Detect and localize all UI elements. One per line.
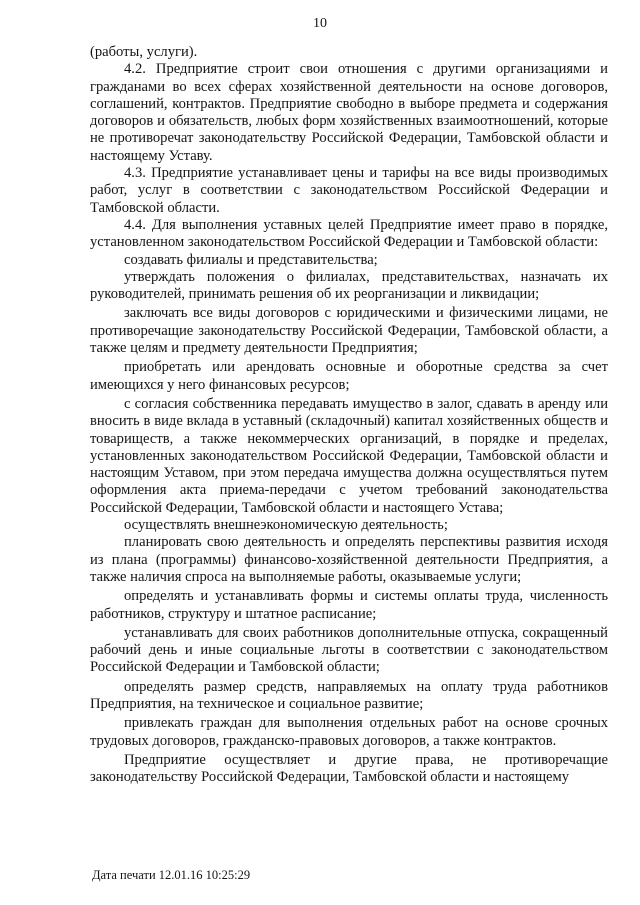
list-item: определять размер средств, направляемых на оплату труда работников Предприятия, на техническое и социальное развитие; [90, 678, 608, 712]
list-item: утверждать положения о филиалах, представительствах, назначать их руководителей, принимать решения об их реорганизации и ликвидации; [90, 268, 608, 303]
list-item: определять и устанавливать формы и системы оплаты труда, численность работников, структуру и штатное расписание; [90, 588, 608, 622]
paragraph-other-rights: Предприятие осуществляет и другие права, не противоречащие законодательству Российской Федерации, Тамбовской области и настоящему [90, 751, 608, 786]
list-item: заключать все виды договоров с юридическими и физическими лицами, не противоречащие законодательству Российской Федерации, Тамбовской области, а также целям и предмету деятельности Предприятия; [90, 305, 608, 357]
print-date: Дата печати 12.01.16 10:25:29 [92, 868, 251, 882]
paragraph-4-4: 4.4. Для выполнения уставных целей Предприятие имеет право в порядке, установленном законодательством Российской Федерации и Тамбовской области: [90, 216, 608, 251]
paragraph-continuation: (работы, услуги). [90, 44, 198, 60]
document-body [90, 44, 608, 786]
list-item: создавать филиалы и представительства; [124, 251, 378, 268]
list-item: приобретать или арендовать основные и оборотные средства за счет имеющихся у него финансовых ресурсов; [90, 359, 608, 393]
list-item: планировать свою деятельность и определять перспективы развития исходя из плана (программы) финансово-хозяйственной деятельности Предприятия, а также наличия спроса на выполняемые работы, оказываемые услуги; [90, 534, 608, 585]
list-item: устанавливать для своих работников дополнительные отпуска, сокращенный рабочий день и иные социальные льготы в соответствии с законодательством Российской Федерации и Тамбовской области; [90, 624, 608, 676]
page-number: 10 [313, 16, 327, 31]
paragraph-4-3: 4.3. Предприятие устанавливает цены и тарифы на все виды производимых работ, услуг в соответствии с законодательством Российской Федерации и Тамбовской области. [90, 165, 608, 216]
list-item: привлекать граждан для выполнения отдельных работ на основе срочных трудовых договоров, гражданско-правовых договоров, а также контрактов. [90, 715, 608, 749]
list-item: осуществлять внешнеэкономическую деятельность; [124, 517, 448, 534]
paragraph-4-2: 4.2. Предприятие строит свои отношения с другими организациями и гражданами во всех сферах хозяйственной деятельности на основе договоров, соглашений, контрактов. Предприятие свободно в выборе предмета и содержания договоров и обязательств, любых форм хозяйственных взаимоотношений, которые не противоречат законодательству Российской Федерации, Тамбовской области и настоящему Уставу. [90, 61, 608, 164]
list-item: с согласия собственника передавать имущество в залог, сдавать в аренду или вносить в виде вклада в уставный (складочный) капитал хозяйственных обществ и товариществ, а также некоммерческих организаций, в порядке и пределах, установленных законодательством Российской Федерации, Тамбовской области и настоящим Уставом, при этом передача имущества должна осуществляться путем оформления акта приема-передачи с учетом требований законодательства Российской Федерации, Тамбовской области и настоящего Устава; [90, 395, 608, 516]
